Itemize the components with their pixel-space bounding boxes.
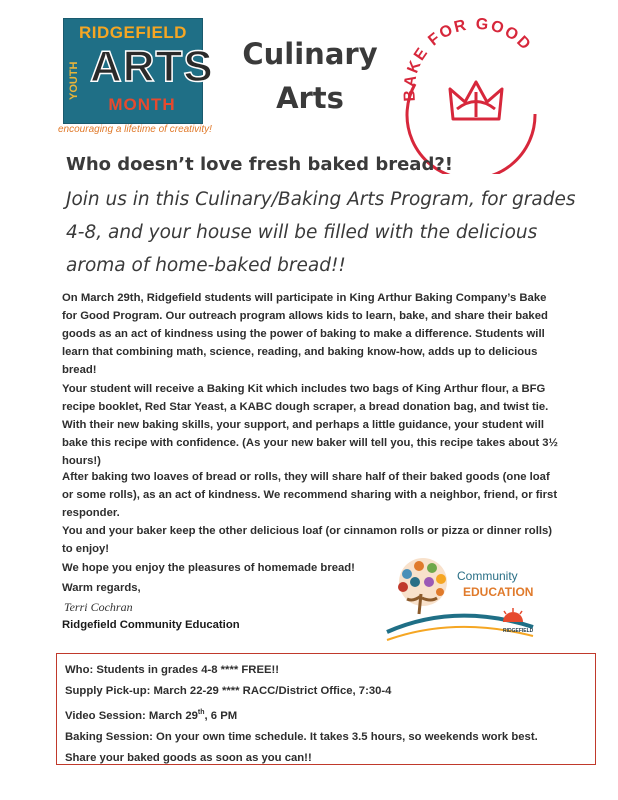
title-line-1: Culinary (242, 37, 378, 71)
info-baking: Baking Session: On your own time schedule. It takes 3.5 hours, so weekends work best. (65, 730, 538, 743)
info-video-time: , 6 PM (204, 709, 238, 722)
paragraph-keep-loaf: You and your baker keep the other delicious loaf (or cinnamon rolls or pizza or dinner rolls) to enjoy! (62, 525, 553, 555)
info-share: Share your baked goods as soon as you can!! (65, 751, 312, 764)
signature: Terri Cochran (64, 600, 133, 614)
info-who: Who: Students in grades 4-8 **** FREE!! (65, 664, 280, 676)
title-line-2: Arts (276, 81, 344, 115)
community-education-logo (385, 552, 535, 652)
logo-youth-text: YOUTH (68, 61, 80, 101)
tree-icon (398, 558, 447, 614)
bfg-logo-text: BAKE FOR GOOD (401, 15, 535, 102)
info-video (65, 702, 595, 727)
paragraph-program-date: On March 29th, (62, 292, 144, 304)
info-video-date: Video Session: March 29 (65, 709, 198, 722)
logo-community-text: Community (457, 569, 518, 583)
wheat-crown-icon (450, 82, 502, 119)
event-info-box (56, 653, 596, 765)
logo-arts-text: ARTS (90, 42, 214, 91)
info-video-suffix: th (197, 709, 205, 716)
logo-tagline: encouraging a lifetime of creativity! (58, 124, 212, 135)
headline: Who doesn’t love fresh baked bread?! (66, 154, 453, 175)
sunrise-icon (503, 608, 523, 622)
paragraph-program (62, 289, 562, 379)
organization-name: Ridgefield Community Education (62, 619, 240, 631)
logo-ridgefield-text: RIDGEFIELD (79, 23, 187, 42)
intro-text: Join us in this Culinary/Baking Arts Program, for grades 4-8, and your house will be filled with the delicious aroma of home-baked bread!! (66, 189, 576, 276)
logo-small-text: RIDGEFIELD (503, 628, 534, 634)
paragraph-baking-kit: Your student will receive a Baking Kit which includes two bags of King Arthur flour, a BFG recipe booklet, Red Star Yeast, a KABC dough scraper, a bread donation bag, and twist tie. With their new baking skills, your support, and perhaps a little guidance, your student will bake this recipe with confidence. (As your new baker will tell you, this recipe takes about 3½ hours!) (62, 383, 558, 467)
paragraph-enjoy: We hope you enjoy the pleasures of homemade bread! (62, 562, 355, 574)
bake-for-good-logo (395, 14, 555, 174)
logo-month-text: MONTH (108, 95, 176, 114)
paragraph-sharing: After baking two loaves of bread or rolls, they will share half of their baked goods (one loaf or some rolls), as an act of kindness. We recommend sharing with a neighbor, friend, or first responder. (62, 471, 558, 519)
ridgefield-arts-month-logo (63, 18, 214, 124)
page-title (210, 32, 410, 120)
paragraph-program-body: Ridgefield students will participate in King Arthur Baking Company’s Bake for Good Program. Our outreach program allows kids to learn, bake, and share their baked goods as an act of kindness using the power of baking to make a difference. Students will learn that combining math, science, reading, and baking know-how, adds up to delicious bread! (62, 292, 548, 376)
info-pickup: Supply Pick-up: March 22-29 **** RACC/District Office, 7:30-4 (65, 685, 392, 697)
logo-education-text: EDUCATION (463, 585, 534, 599)
closing-salutation: Warm regards, (62, 582, 141, 594)
